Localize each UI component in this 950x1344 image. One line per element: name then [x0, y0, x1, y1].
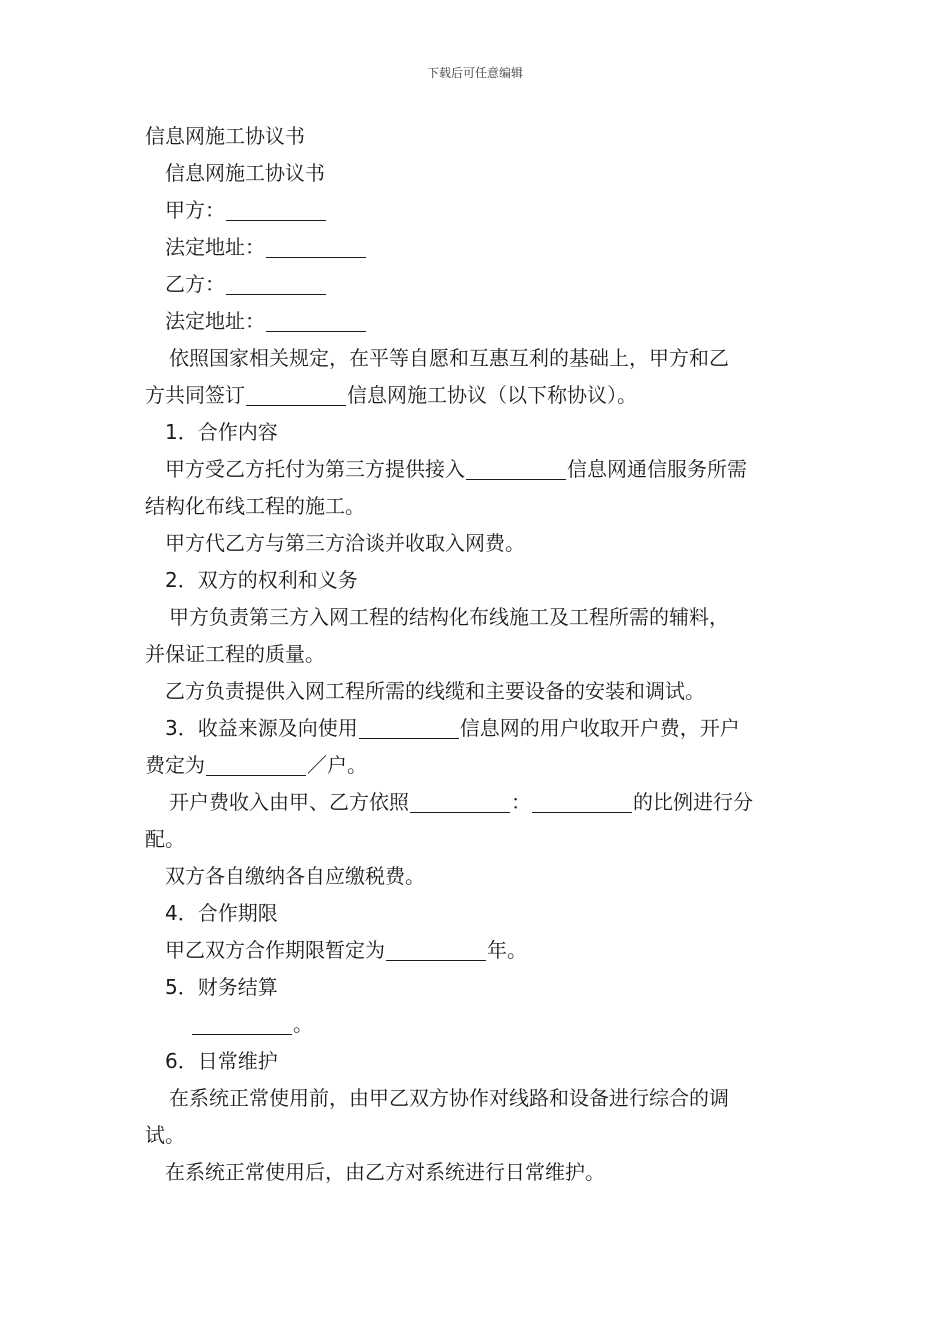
party-b-blank	[226, 270, 326, 295]
party-b-line	[145, 266, 810, 303]
section-4-title: 4．合作期限	[165, 901, 278, 925]
section-6-p1-line2: 试。	[145, 1123, 185, 1147]
section-2-p2: 乙方负责提供入网工程所需的线缆和主要设备的安装和调试。	[165, 679, 705, 703]
section-1-title: 1．合作内容	[165, 420, 278, 444]
page-header: 下载后可任意编辑	[426, 66, 523, 80]
intro-paragraph-line2	[145, 377, 810, 414]
section-3-line2	[145, 747, 810, 784]
party-b-label: 乙方：	[165, 272, 225, 296]
intro-text-a: 方共同签订	[145, 383, 245, 407]
section-3-p2-text-a: 开户费收入由甲、乙方依照	[169, 790, 409, 814]
section-4-p1	[145, 932, 810, 969]
section-5-blank	[192, 1010, 292, 1035]
section-2-p1-line2: 并保证工程的质量。	[145, 642, 325, 666]
section-5-end: 。	[293, 1012, 313, 1036]
section-1-p1-line2: 结构化布线工程的施工。	[145, 494, 365, 518]
party-a-address-blank	[266, 233, 366, 258]
section-1-p2: 甲方代乙方与第三方洽谈并收取入网费。	[165, 531, 525, 555]
party-a-address-line	[145, 229, 810, 266]
document-body	[145, 118, 810, 1191]
intro-paragraph-line1: 依照国家相关规定，在平等自愿和互惠互利的基础上，甲方和乙	[169, 346, 729, 370]
section-3-p2-line1	[145, 784, 810, 821]
section-3-fee-label: 费定为	[145, 753, 205, 777]
section-3-text-a: 3．收益来源及向使用	[165, 716, 358, 740]
section-5-title: 5．财务结算	[165, 975, 278, 999]
section-5-p1	[145, 1006, 810, 1043]
section-2-p1-line1: 甲方负责第三方入网工程的结构化布线施工及工程所需的辅料，	[169, 605, 729, 629]
section-3-fee-blank	[206, 751, 306, 776]
party-a-blank	[226, 196, 326, 221]
section-3-p2-line2: 配。	[145, 827, 185, 851]
document-subtitle: 信息网施工协议书	[165, 161, 325, 185]
section-3-blank-a	[359, 714, 459, 739]
section-3-line1	[145, 710, 810, 747]
document-title: 信息网施工协议书	[145, 124, 305, 148]
intro-text-b: 信息网施工协议（以下称协议）。	[347, 383, 637, 407]
section-3-p3: 双方各自缴纳各自应缴税费。	[165, 864, 425, 888]
section-3-fee-unit: ／户。	[307, 753, 367, 777]
section-4-text-b: 年。	[487, 938, 527, 962]
section-3-text-b: 信息网的用户收取开户费，开户	[459, 716, 740, 740]
party-a-label: 甲方：	[165, 198, 225, 222]
section-1-text-a: 甲方受乙方托付为第三方提供接入	[165, 457, 465, 481]
intro-blank	[246, 381, 346, 406]
party-b-address-blank	[266, 307, 366, 332]
section-3-ratio-blank-b	[532, 788, 632, 813]
section-4-text-a: 甲乙双方合作期限暂定为	[165, 938, 385, 962]
party-b-address-label: 法定地址：	[165, 309, 265, 333]
party-a-address-label: 法定地址：	[165, 235, 265, 259]
section-6-p2: 在系统正常使用后，由乙方对系统进行日常维护。	[165, 1160, 605, 1184]
party-b-address-line	[145, 303, 810, 340]
section-1-p1-line1	[145, 451, 810, 488]
section-3-p2-text-b: 的比例进行分	[633, 790, 753, 814]
section-3-ratio-separator: ：	[511, 790, 531, 814]
section-6-p1-line1: 在系统正常使用前，由甲乙双方协作对线路和设备进行综合的调	[169, 1086, 729, 1110]
section-2-title: 2．双方的权利和义务	[165, 568, 358, 592]
section-3-ratio-blank-a	[410, 788, 510, 813]
section-1-blank	[466, 455, 566, 480]
section-1-text-b: 信息网通信服务所需	[567, 457, 747, 481]
party-a-line	[145, 192, 810, 229]
section-4-blank	[386, 936, 486, 961]
section-6-title: 6．日常维护	[165, 1049, 278, 1073]
